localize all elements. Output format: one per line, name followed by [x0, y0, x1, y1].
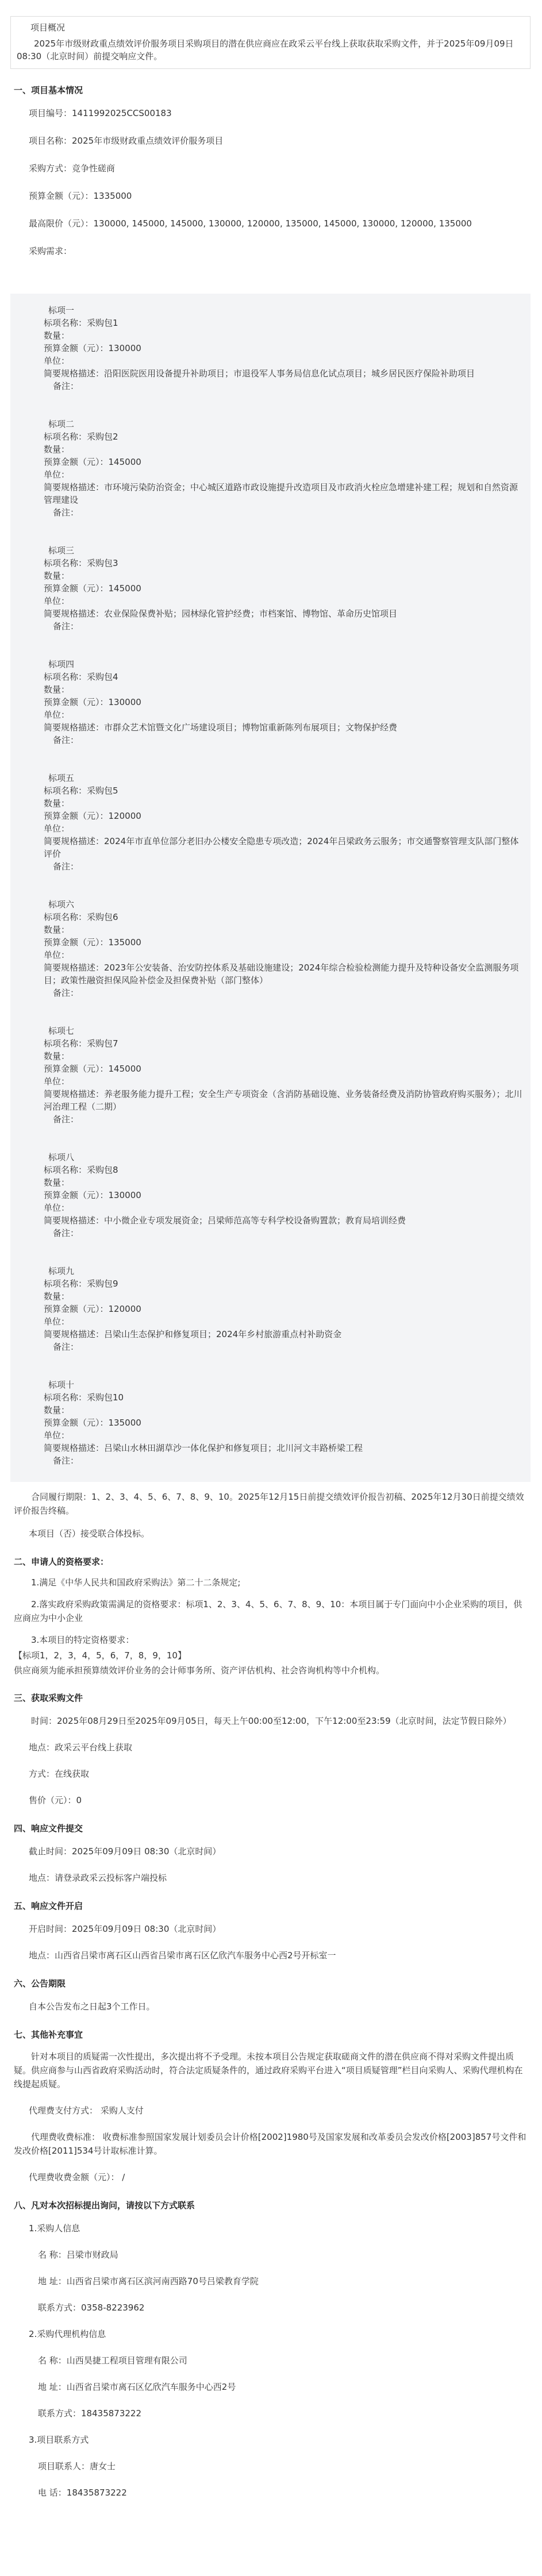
- package-budget: 预算金额（元）：145000: [44, 583, 141, 594]
- procurement-method: 采购方式：竞争性磋商: [29, 163, 116, 174]
- section-5-title: 五、响应文件开启: [14, 1901, 83, 1911]
- package-unit: 单位：: [44, 356, 70, 366]
- package-unit: 单位：: [44, 1430, 70, 1441]
- project-number: 项目编号：1411992025CCS00183: [29, 108, 172, 118]
- package-name: 标项名称：采购包8: [44, 1165, 118, 1175]
- section-1-title: 一、项目基本情况: [14, 85, 83, 95]
- package-name: 标项名称：采购包9: [44, 1279, 118, 1289]
- package-name: 标项名称：采购包10: [44, 1392, 124, 1403]
- package-heading: 标项十: [48, 1380, 75, 1390]
- package-note: 备注：: [53, 988, 79, 998]
- package-quantity: 数量：: [44, 798, 70, 808]
- package-spec: 简要规格描述：2023年公安装备、治安防控体系及基础设施建设；2024年综合检验检测能力提升及特种设备安全监测服务项目；政策性融资担保风险补偿金及担保费补贴（部门整体）: [44, 962, 519, 985]
- package-unit: 单位：: [44, 823, 70, 834]
- package-item: [25, 772, 522, 873]
- obtain-place: 地点：政采云平台线上获取: [29, 1742, 133, 1753]
- package-spec: 简要规格描述：市群众艺术馆暨文化广场建设项目；博物馆重新陈列布展项目；文物保护经费: [44, 722, 398, 733]
- opening-time: 开启时间：2025年09月09日 08:30（北京时间）: [29, 1924, 221, 1934]
- buyer-info-heading: 1.采购人信息: [29, 2223, 80, 2234]
- package-name: 标项名称：采购包5: [44, 785, 118, 796]
- obtain-time: 时间：2025年08月29日至2025年09月05日，每天上午00:00至12:00，下午12:00至23:59（北京时间，法定节假日除外）: [31, 1716, 512, 1726]
- package-budget: 预算金额（元）：135000: [44, 937, 141, 948]
- max-price: 最高限价（元）：130000, 145000, 145000, 130000, 120000, 135000, 145000, 130000, 120000, 135000: [29, 218, 472, 229]
- package-note: 备注：: [53, 621, 79, 632]
- project-contact-phone: 电 话：18435873222: [38, 2488, 127, 2498]
- document-price: 售价（元）：0: [29, 1795, 82, 1805]
- package-spec: 简要规格描述：养老服务能力提升工程；安全生产专项资金（含消防基础设施、业务装备经费及消防协管政府购买服务）；北川河治理工程（二期）: [44, 1089, 522, 1112]
- package-heading: 标项七: [48, 1026, 75, 1036]
- package-spec: 简要规格描述：2024年市直单位部分老旧办公楼安全隐患专项改造；2024年吕梁政务云服务；市交通警察管理支队部门整体评价: [44, 836, 519, 859]
- project-name: 项目名称：2025年市级财政重点绩效评价服务项目: [29, 136, 224, 146]
- contract-period: 合同履行期限：1、2、3、4、5、6、7、8、9、10。2025年12月15日前提交绩效评价报告初稿、2025年12月30日前提交绩效评价报告终稿。: [14, 1492, 524, 1516]
- qualification-3: 3.本项目的特定资格要求：: [31, 1635, 134, 1645]
- agency-fee-standard: 代理费收费标准： 收费标准参照国家发展计划委员会计价格[2002]1980号及国家发展和改革委员会发改价格[2003]857号文件和发改价格[2011]534号计取标准计算。: [14, 2132, 526, 2156]
- package-item: [25, 304, 522, 392]
- package-unit: 单位：: [44, 1316, 70, 1327]
- package-budget: 预算金额（元）：145000: [44, 457, 141, 467]
- package-item: [25, 1265, 522, 1353]
- package-budget: 预算金额（元）：130000: [44, 1190, 141, 1200]
- qualification-1: 1.满足《中华人民共和国政府采购法》第二十二条规定;: [31, 1577, 241, 1588]
- project-contact-heading: 3.项目联系方式: [29, 2435, 89, 2445]
- package-budget: 预算金额（元）：130000: [44, 343, 141, 353]
- section-7-title: 七、其他补充事宜: [14, 2030, 83, 2040]
- package-spec: 简要规格描述：中小微企业专项发展资金；吕梁师范高等专科学校设备购置款；教育局培训经费: [44, 1215, 406, 1226]
- package-quantity: 数量：: [44, 571, 70, 581]
- buyer-contact: 联系方式：0358-8223962: [38, 2302, 145, 2313]
- package-heading: 标项五: [48, 773, 75, 783]
- supplementary-note: 针对本项目的质疑需一次性提出，多次提出将不予受理。未按本项目公告规定获取磋商文件的潜在供应商不得对采购文件提出质疑。供应商参与山西省政府采购活动时，符合法定质疑条件的，通过政府采购平台进入“项目质疑管理”栏目向采购人、采购代理机构在线提起质疑。: [14, 2051, 523, 2089]
- section-8-title: 八、凡对本次招标提出询问，请按以下方式联系: [14, 2200, 195, 2211]
- project-contact-person: 项目联系人：唐女士: [38, 2461, 116, 2471]
- package-note: 备注：: [53, 381, 79, 391]
- package-note: 备注：: [53, 1456, 79, 1466]
- package-item: [25, 1379, 522, 1467]
- package-budget: 预算金额（元）：120000: [44, 1304, 141, 1314]
- package-quantity: 数量：: [44, 444, 70, 455]
- section-2-title: 二、申请人的资格要求：: [14, 1557, 109, 1567]
- package-note: 备注：: [53, 735, 79, 745]
- package-item: [25, 544, 522, 633]
- agent-name: 名 称：山西昊捷工程项目管理有限公司: [38, 2355, 187, 2366]
- requirements-label: 采购需求：: [29, 246, 72, 256]
- submission-place: 地点：请登录政采云投标客户端投标: [29, 1873, 167, 1883]
- package-quantity: 数量：: [44, 684, 70, 695]
- package-budget: 预算金额（元）：130000: [44, 697, 141, 707]
- package-list: [10, 294, 531, 1482]
- buyer-address: 地 址：山西省吕梁市离石区滨河南西路70号吕梁教育学院: [38, 2276, 259, 2286]
- package-heading: 标项九: [48, 1266, 75, 1276]
- package-name: 标项名称：采购包1: [44, 318, 118, 328]
- package-item: [25, 658, 522, 746]
- package-unit: 单位：: [44, 710, 70, 720]
- package-quantity: 数量：: [44, 925, 70, 935]
- package-heading: 标项三: [48, 545, 75, 556]
- buyer-name: 名 称：吕梁市财政局: [38, 2250, 118, 2260]
- package-heading: 标项四: [48, 659, 75, 669]
- obtain-way: 方式：在线获取: [29, 1769, 90, 1779]
- package-quantity: 数量：: [44, 1405, 70, 1415]
- package-note: 备注：: [53, 1342, 79, 1352]
- package-heading: 标项二: [48, 419, 75, 429]
- project-overview-box: [10, 16, 531, 69]
- package-item: [25, 898, 522, 999]
- agent-contact: 联系方式：18435873222: [38, 2408, 141, 2419]
- agency-fee-payment: 代理费支付方式： 采购人支付: [29, 2105, 144, 2116]
- package-note: 备注：: [53, 507, 79, 518]
- agent-info-heading: 2.采购代理机构信息: [29, 2329, 106, 2339]
- package-item: [25, 418, 522, 519]
- section-4-title: 四、响应文件提交: [14, 1823, 83, 1834]
- package-unit: 单位：: [44, 1076, 70, 1087]
- agency-fee-amount: 代理费收费金额（元）： /: [29, 2172, 125, 2182]
- package-heading: 标项八: [48, 1152, 75, 1162]
- package-note: 备注：: [53, 861, 79, 872]
- package-heading: 标项一: [48, 305, 75, 315]
- package-quantity: 数量：: [44, 330, 70, 341]
- qualification-2: 2.落实政府采购政策需满足的资格要求：标项1、2、3、4、5、6、7、8、9、10：本项目属于专门面向中小企业采购的项目，供应商应为中小企业: [14, 1599, 522, 1623]
- budget-amount: 预算金额（元）：1335000: [29, 191, 132, 201]
- submission-deadline: 截止时间：2025年09月09日 08:30（北京时间）: [29, 1846, 221, 1857]
- package-name: 标项名称：采购包3: [44, 558, 118, 568]
- package-unit: 单位：: [44, 1203, 70, 1213]
- package-quantity: 数量：: [44, 1177, 70, 1188]
- qualification-packages: 【标项1，2，3，4，5，6，7，8，9，10】: [14, 1650, 186, 1661]
- package-unit: 单位：: [44, 596, 70, 606]
- package-name: 标项名称：采购包6: [44, 912, 118, 922]
- package-spec: 简要规格描述：市环境污染防治资金；中心城区道路市政设施提升改造项目及市政消火栓应急增建补建工程；规划和自然资源管理建设: [44, 482, 518, 505]
- package-name: 标项名称：采购包7: [44, 1038, 118, 1049]
- package-name: 标项名称：采购包4: [44, 672, 118, 682]
- package-budget: 预算金额（元）：135000: [44, 1418, 141, 1428]
- overview-text: 2025年市级财政重点绩效评价服务项目采购项目的潜在供应商应在政采云平台线上获取获取采购文件，并于2025年09月09日 08:30（北京时间）前提交响应文件。: [17, 38, 514, 61]
- package-heading: 标项六: [48, 899, 75, 910]
- package-note: 备注：: [53, 1114, 79, 1125]
- overview-title: 项目概况: [30, 22, 66, 33]
- joint-bid-note: 本项目（否）接受联合体投标。: [29, 1528, 150, 1539]
- package-name: 标项名称：采购包2: [44, 432, 118, 442]
- package-budget: 预算金额（元）：120000: [44, 811, 141, 821]
- announcement-period: 自本公告发布之日起3个工作日。: [29, 2001, 155, 2012]
- section-6-title: 六、公告期限: [14, 1978, 66, 1989]
- package-note: 备注：: [53, 1228, 79, 1238]
- opening-place: 地点：山西省吕梁市离石区山西省吕梁市离石区亿欣汽车服务中心西2号开标室一: [29, 1950, 336, 1961]
- package-spec: 简要规格描述：吕梁山水林田湖草沙一体化保护和修复项目；北川河文丰路桥梁工程: [44, 1443, 363, 1453]
- package-quantity: 数量：: [44, 1291, 70, 1302]
- section-3-title: 三、获取采购文件: [14, 1693, 83, 1703]
- package-spec: 简要规格描述：沿阳医院医用设备提升补助项目；市退役军人事务局信息化试点项目；城乡居民医疗保险补助项目: [44, 368, 475, 379]
- agent-address: 地 址：山西省吕梁市离石区亿欣汽车服务中心西2号: [38, 2382, 236, 2392]
- package-unit: 单位：: [44, 950, 70, 960]
- package-item: [25, 1151, 522, 1239]
- announcement-document: [10, 0, 531, 2500]
- package-spec: 简要规格描述：农业保险保费补贴；园林绿化管护经费；市档案馆、博物馆、革命历史馆项目: [44, 609, 398, 619]
- qualification-specific: 供应商须为能承担预算绩效评价业务的会计师事务所、资产评估机构、社会咨询机构等中介机构。: [14, 1665, 385, 1676]
- package-quantity: 数量：: [44, 1051, 70, 1061]
- package-item: [25, 1025, 522, 1126]
- package-unit: 单位：: [44, 469, 70, 480]
- package-budget: 预算金额（元）：145000: [44, 1064, 141, 1074]
- package-spec: 简要规格描述：吕梁山生态保护和修复项目；2024年乡村旅游重点村补助资金: [44, 1329, 342, 1339]
